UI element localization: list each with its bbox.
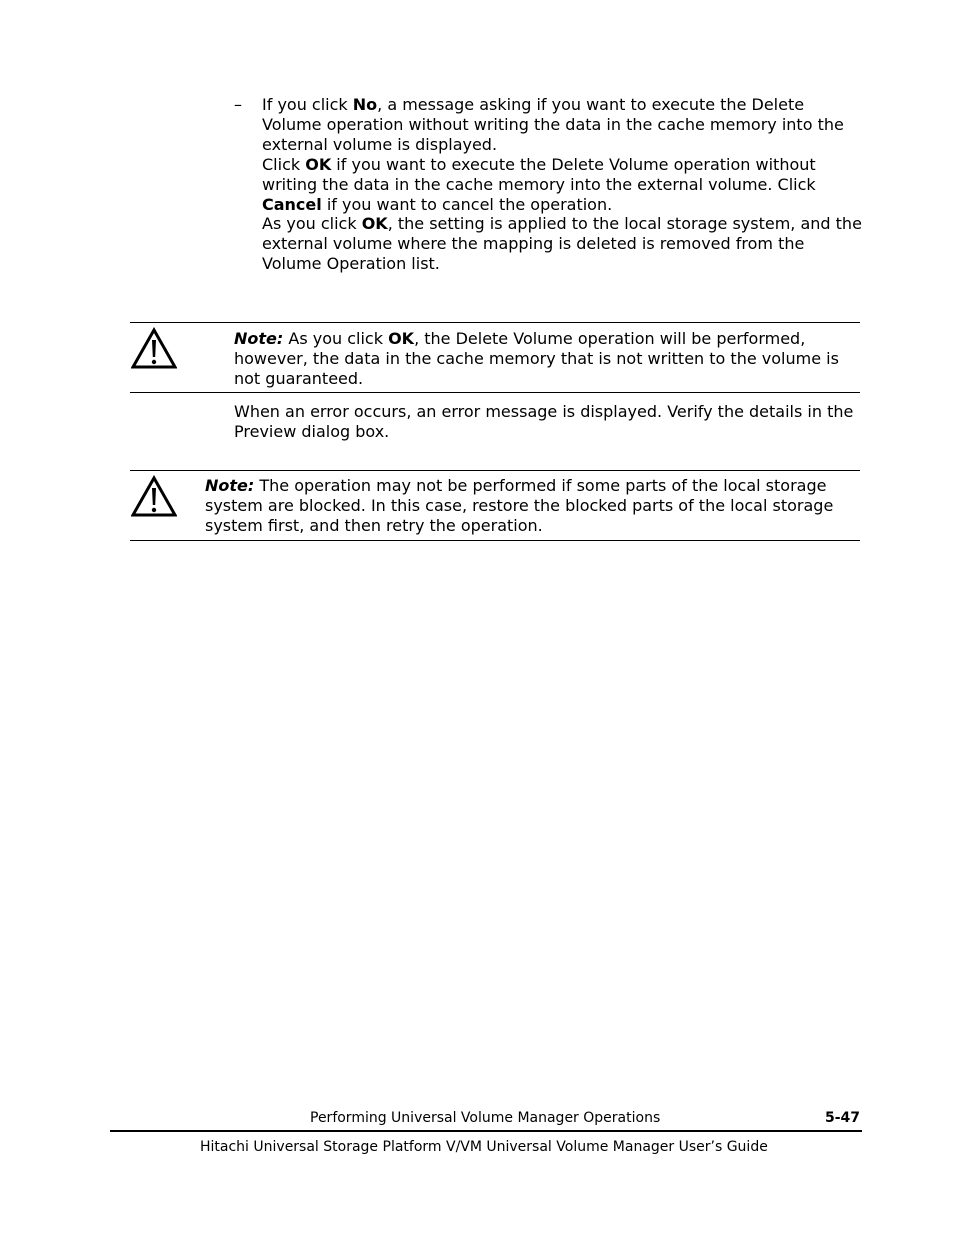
note-label: Note:: [234, 329, 284, 348]
bold-term-ok: OK: [361, 214, 388, 234]
error-text: When an error occurs, an error message is displayed. Verify the details in the Preview dialog box.: [234, 402, 854, 441]
step-body: [262, 95, 865, 274]
footer-page-number: 5-47: [824, 1110, 860, 1126]
bold-term-cancel: Cancel: [262, 194, 322, 214]
text-run: if you want to cancel the operation.: [321, 194, 613, 214]
text-run: Click: [262, 154, 306, 174]
text-run: if you want to execute the Delete Volume operation without writing the data in the cache memory into the external volume. Click: [262, 154, 816, 194]
step-paragraph-applied: [262, 214, 865, 274]
note-label: Note:: [205, 476, 255, 495]
warning-icon: [131, 475, 177, 517]
note1-body: [234, 329, 864, 389]
text-run: As you click: [262, 214, 362, 234]
error-paragraph: [234, 402, 864, 442]
step-paragraph-ok-cancel: [262, 155, 865, 215]
note2-bottom-rule: [130, 540, 860, 541]
bold-term-no: No: [352, 95, 378, 114]
step-paragraph-no: [262, 95, 865, 155]
note1-bottom-rule: [130, 392, 860, 393]
text-run: , the Delete Volume operation will be performed, however, the data in the cache memory that is not written to the volume is not guaranteed.: [234, 329, 839, 388]
note2-body: [205, 476, 865, 536]
bold-term-ok: OK: [305, 154, 332, 174]
footer-rule: [110, 1130, 862, 1132]
note1-top-rule: [130, 322, 860, 323]
note2-top-rule: [130, 470, 860, 471]
text-run: , the setting is applied to the local storage system, and the external volume where the mapping is deleted is removed from the Volume Operation list.: [262, 214, 862, 274]
note2-paragraph: [205, 476, 865, 536]
text-run: , a message asking if you want to execute the Delete Volume operation without writing the data in the cache memory into the external volume is displayed.: [262, 95, 844, 154]
text-run: If you click: [262, 95, 353, 114]
step-dash: –: [234, 95, 242, 114]
footer-guide-title: Hitachi Universal Storage Platform V/VM Universal Volume Manager User’s Guide: [200, 1139, 768, 1155]
text-run: As you click: [283, 329, 389, 348]
warning-icon: [131, 327, 177, 369]
text-run: The operation may not be performed if some parts of the local storage system are blocked. In this case, restore the blocked parts of the local storage system first, and then retry the operation.: [205, 476, 834, 535]
bold-term-ok: OK: [388, 329, 415, 348]
note1-paragraph: [234, 329, 864, 389]
footer-section-title: Performing Universal Volume Manager Operations: [310, 1110, 661, 1126]
